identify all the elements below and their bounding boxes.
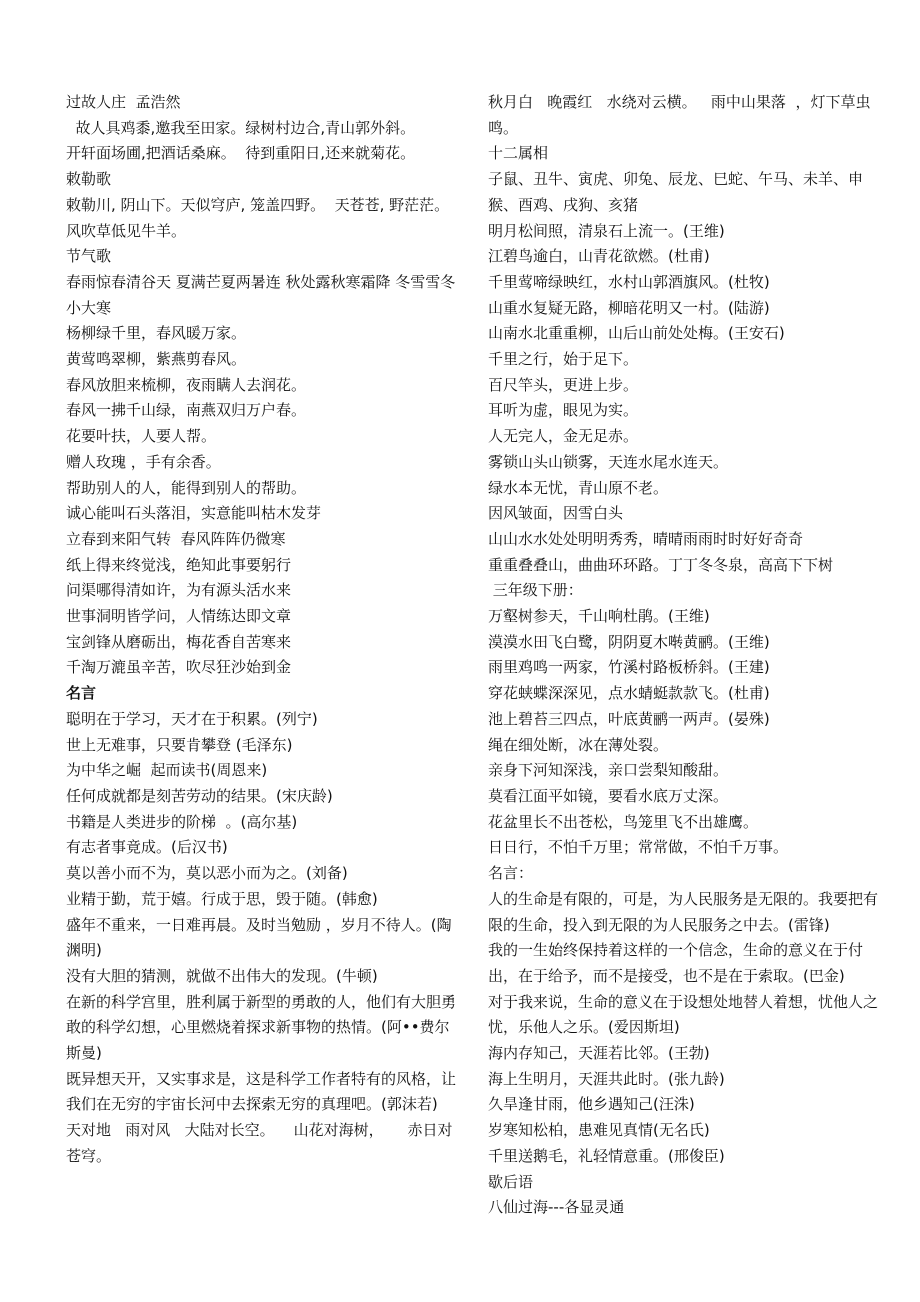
text-line: 我的一生始终保持着这样的一个信念，生命的意义在于付出，在于给予，而不是接受，也不是在于索取。(巴金) <box>488 941 864 985</box>
text-line: 敕勒川, 阴山下。天似穹庐, 笼盖四野。 天苍苍, 野茫茫。 风吹草低见牛羊。 <box>66 195 459 240</box>
text-line: 歇后语 <box>488 1172 534 1191</box>
text-line: 雨里鸡鸣一两家，竹溪村路板桥斜。(王建) <box>488 658 770 677</box>
text-line: 千里之行，始于足下。 <box>488 350 639 369</box>
text-line: 业精于勤，荒于嬉。行成于思，毁于随。(韩愈) <box>66 889 378 908</box>
text-line: 人无完人，金无足赤。 <box>488 427 639 446</box>
text-line: 世上无难事，只要肯攀登 (毛泽东) <box>66 735 293 754</box>
text-line: 山山水水处处明明秀秀，晴晴雨雨时时好好奇奇 <box>488 529 804 548</box>
text-line: 春风放胆来梳柳，夜雨瞒人去润花。 <box>66 375 307 394</box>
text-line: 池上碧苔三四点，叶底黄鹂一两声。(晏殊) <box>488 709 770 728</box>
text-line: 明月松间照，清泉石上流一。(王维) <box>488 221 725 240</box>
text-line: 既异想天开，又实事求是，这是科学工作者特有的风格，让我们在无穷的宇宙长河中去探索无穷的真理吧。(郭沫若) <box>66 1069 457 1114</box>
text-line: 漠漠水田飞白鹭，阴阴夏木啭黄鹂。(王维) <box>488 632 770 651</box>
text-line: 帮助别人的人，能得到别人的帮助。 <box>66 478 307 497</box>
text-line: 秋月白 晚霞红 水绕对云横。 雨中山果落 ，灯下草虫鸣。 <box>488 93 871 137</box>
text-line: 春雨惊春清谷天 夏满芒夏两暑连 秋处露秋寒霜降 冬雪雪冬小大寒 <box>66 272 456 317</box>
text-line: 春风一拂千山绿，南燕双归万户春。 <box>66 401 307 420</box>
text-line: 任何成就都是刻苦劳动的结果。(宋庆龄) <box>66 786 333 805</box>
text-line: 有志者事竟成。(后汉书) <box>66 838 228 857</box>
text-line: 因风皱面，因雪白头 <box>488 504 624 523</box>
text-line: 十二属相 <box>488 144 549 163</box>
text-line: 莫看江面平如镜，要看水底万丈深。 <box>488 786 729 805</box>
section-heading: 名言 <box>66 684 97 703</box>
text-line: 海内存知己，天涯若比邻。(王勃) <box>488 1044 710 1063</box>
text-line: 宝剑锋从磨砺出，梅花香自苦寒来 <box>66 632 292 651</box>
text-line: 雾锁山头山锁雾，天连水尾水连天。 <box>488 452 729 471</box>
text-line: 三年级下册： <box>488 581 583 600</box>
text-line: 天对地 雨对风 大陆对长空。 山花对海树， 赤日对苍穹。 <box>66 1121 453 1165</box>
left-column <box>66 90 458 1170</box>
text-line: 亲身下河知深浅，亲口尝梨知酸甜。 <box>488 761 729 780</box>
text-line: 问渠哪得清如许，为有源头活水来 <box>66 581 292 600</box>
text-line: 千淘万漉虽辛苦，吹尽狂沙始到金 <box>66 658 292 677</box>
text-line: 久旱逢甘雨，他乡遇知己(汪洙) <box>488 1095 695 1114</box>
text-line: 绳在细处断，冰在薄处裂。 <box>488 735 669 754</box>
text-line: 八仙过海---各显灵通 <box>488 1198 625 1217</box>
text-line: 山重水复疑无路，柳暗花明又一村。(陆游) <box>488 298 770 317</box>
text-line: 日日行，不怕千万里；常常做，不怕千万事。 <box>488 838 789 857</box>
text-line: 开轩面场圃,把酒话桑麻。 待到重阳日,还来就菊花。 <box>66 144 416 163</box>
text-line: 山南水北重重柳，山后山前处处梅。(王安石) <box>488 324 785 343</box>
text-line: 对于我来说，生命的意义在于设想处地替人着想，忧他人之忧，乐他人之乐。(爱因斯坦) <box>488 992 879 1037</box>
text-line: 没有大胆的猜测，就做不出伟大的发现。(牛顿) <box>66 966 378 985</box>
text-line: 杨柳绿千里，春风暖万家。 <box>66 324 247 343</box>
text-line: 子鼠、丑牛、寅虎、卯兔、辰龙、巳蛇、午马、未羊、申猴、酉鸡、戌狗、亥猪 <box>488 170 864 214</box>
text-line: 人的生命是有限的，可是，为人民服务是无限的。我要把有限的生命，投入到无限的为人民服务之中去。(雷锋) <box>488 889 879 934</box>
text-line: 名言： <box>488 864 534 883</box>
text-line: 花要叶扶，人要人帮。 <box>66 427 217 446</box>
text-line: 岁寒知松柏，患难见真情(无名氏) <box>488 1121 710 1140</box>
text-line: 黄莺鸣翠柳，紫燕剪春风。 <box>66 350 247 369</box>
text-line: 耳听为虚，眼见为实。 <box>488 401 639 420</box>
text-line: 万壑树参天，千山响杜鹃。(王维) <box>488 607 710 626</box>
text-line: 书籍是人类进步的阶梯 。(高尔基) <box>66 812 298 831</box>
text-line: 重重叠叠山，曲曲环环路。丁丁冬冬泉，高高下下树 <box>488 555 834 574</box>
text-line: 海上生明月，天涯共此时。(张九龄) <box>488 1069 725 1088</box>
text-line: 立春到来阳气转 春风阵阵仍微寒 <box>66 529 286 548</box>
text-line: 绿水本无忧，青山原不老。 <box>488 478 669 497</box>
text-line: 盛年不重来，一日难再晨。及时当勉励 ，岁月不待人。(陶渊明) <box>66 915 452 960</box>
text-line: 千里送鹅毛，礼轻情意重。(邢俊臣) <box>488 1146 725 1165</box>
text-line: 过故人庄 孟浩然 <box>66 93 181 111</box>
text-line: 聪明在于学习，天才在于积累。(列宁) <box>66 709 318 728</box>
text-line: 诚心能叫石头落泪，实意能叫枯木发芽 <box>66 504 322 523</box>
right-column <box>488 90 880 1221</box>
text-line: 莫以善小而不为，莫以恶小而为之。(刘备) <box>66 864 348 883</box>
text-line: 节气歌 <box>66 247 112 266</box>
text-line: 敕勒歌 <box>66 170 112 189</box>
text-line: 赠人玫瑰 ，手有余香。 <box>66 452 221 471</box>
text-line: 百尺竿头，更进上步。 <box>488 375 639 394</box>
text-line: 故人具鸡黍,邀我至田家。绿树村边合,青山郭外斜。 <box>66 118 416 137</box>
text-line: 为中华之崛 起而读书(周恩来) <box>66 761 268 780</box>
text-line: 千里莺啼绿映红，水村山郭酒旗风。(杜牧) <box>488 272 770 291</box>
text-line: 世事洞明皆学问，人情练达即文章 <box>66 607 292 626</box>
text-line: 花盆里长不出苍松，鸟笼里飞不出雄鹰。 <box>488 812 759 831</box>
text-line: 江碧鸟逾白，山青花欲燃。(杜甫) <box>488 247 710 266</box>
text-line: 纸上得来终觉浅，绝知此事要躬行 <box>66 555 292 574</box>
text-line: 在新的科学宫里，胜利属于新型的勇敢的人，他们有大胆勇敢的科学幻想，心里燃烧着探求新事物的热情。(阿••费尔斯曼) <box>66 992 457 1063</box>
text-line: 穿花蛱蝶深深见，点水蜻蜓款款飞。(杜甫) <box>488 684 770 703</box>
